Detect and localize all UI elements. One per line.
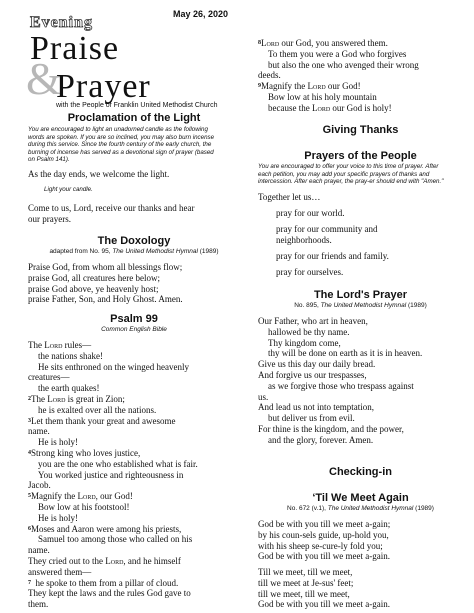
hymn-line: Till we meet, till we meet,	[258, 567, 353, 577]
prayer-line: Give us this day our daily bread.	[258, 359, 376, 370]
psalm-line: To them you were a God who forgives	[268, 48, 407, 59]
psalm-line: he is exalted over all the nations.	[38, 404, 157, 415]
psalm-continued	[258, 38, 463, 114]
psalm-heading: Psalm 99	[110, 313, 158, 325]
prayer-line: And lead us not into temptation,	[258, 402, 374, 413]
hymn-line: till we meet at Je-sus' feet;	[258, 577, 354, 588]
instruction-line: You are encouraged to light an unadorned candle as the following	[28, 126, 208, 133]
psalm-line: They cried out to the Lord, and he himself	[28, 555, 181, 566]
doxology-line: praise God above, ye heavenly host;	[28, 283, 159, 294]
prayer-line: us.	[258, 391, 269, 402]
petition-ourselves: pray for ourselves.	[276, 267, 344, 277]
source-suffix: (1989)	[197, 248, 219, 255]
psalm-line: deeds.	[258, 70, 281, 81]
service-date: May 26, 2020	[173, 9, 229, 19]
petition-community	[258, 224, 377, 246]
psalm-line: Bow low at his holy mountain	[268, 91, 377, 102]
verse-number: 6	[28, 525, 31, 532]
psalm-line: answered them—	[28, 566, 92, 577]
instruction-line: burning of incense has served as a devotional sign of prayer (based	[28, 148, 214, 156]
hymn-line: God be with you till we meet a-gain;	[258, 519, 391, 529]
instruction-line: words are spoken. If you are so inclined, you may also burn incense	[28, 133, 215, 141]
instruction-line: intercession. After each prayer, the pray-er should end with "Amen."	[258, 178, 444, 186]
come-to-us-text	[28, 203, 194, 225]
source-title: The United Methodist Hymnal	[112, 248, 198, 255]
psalm-line: He is holy!	[38, 512, 78, 523]
hymn-line: God be with you till we meet a-gain.	[258, 551, 390, 562]
psalm-line: them.	[28, 599, 49, 610]
psalm-line: creatures—	[28, 372, 70, 383]
giving-thanks-heading: Giving Thanks	[322, 124, 399, 136]
verse-number: 7	[28, 579, 31, 586]
psalm-line: Samuel too among those who called on his	[38, 534, 193, 545]
prayer-line: Thy kingdom come,	[268, 337, 341, 348]
text-line: Come to us, Lord, receive our thanks and hear	[28, 203, 195, 213]
psalm-line: name.	[28, 426, 50, 437]
checking-in-heading: Checking-in	[329, 466, 392, 478]
psalm-line: he spoke to them from a pillar of cloud.	[35, 577, 179, 588]
prayer-line: and the glory, forever. Amen.	[268, 434, 374, 445]
verse-number: 4	[28, 449, 31, 456]
psalm-line: He is holy!	[38, 437, 78, 448]
hymn-line: with his sheep se-cure-ly fold you;	[258, 540, 383, 551]
doxology-heading: The Doxology	[97, 235, 171, 247]
psalm-line: Magnify the Lord, our God!	[31, 491, 133, 502]
petition-line: neighborhoods.	[276, 234, 332, 245]
doxology-line: Praise God, from whom all blessings flow;	[28, 262, 183, 272]
verse-number: 9	[258, 83, 261, 90]
petition-world: pray for our world.	[276, 208, 345, 218]
psalm-line: Lord our God, you answered them.	[261, 38, 388, 48]
hymn-line: till we meet, till we meet,	[258, 588, 350, 599]
instruction-line: each petition, you may add your specific prayers of thanks and	[258, 170, 430, 178]
psalm-line: You worked justice and righteousness in	[38, 469, 184, 480]
prayer-line: And forgive us our trespasses,	[258, 369, 367, 380]
psalm-line: you are the one who established what is fair.	[38, 458, 198, 469]
psalm-line: name.	[28, 545, 50, 556]
prayer-line: Our Father, who art in heaven,	[258, 316, 368, 326]
source-prefix: adapted from No. 95,	[49, 248, 113, 255]
psalm-line: Let them thank your great and awesome	[31, 415, 176, 426]
psalm-line: the earth quakes!	[38, 383, 100, 394]
petition-line: pray for our community and	[276, 224, 378, 234]
psalm-line: Magnify the Lord our God!	[261, 81, 361, 92]
logo-ampersand: &	[26, 53, 62, 104]
proclamation-instructions	[28, 126, 240, 164]
psalm-line: because the Lord our God is holy!	[268, 102, 392, 113]
psalm-line: The Lord rules—	[28, 340, 92, 350]
lords-prayer-source	[258, 302, 463, 309]
psalm-line: Strong king who loves justice,	[31, 447, 141, 458]
prayer-line: as we forgive those who trespass against	[268, 380, 414, 391]
instruction-line: during this service. Since the fourth century of the early church, the	[28, 141, 212, 149]
psalm-line: but also the one who avenged their wrong	[268, 59, 419, 70]
prayer-line: but deliver us from evil.	[268, 413, 355, 424]
psalm-line: the nations shake!	[38, 350, 103, 361]
hymn-verse	[258, 519, 463, 562]
logo-evening: Evening	[30, 14, 94, 31]
doxology-line: praise Father, Son, and Holy Ghost. Amen.	[28, 294, 183, 305]
prayer-line: thy will be done on earth as it is in heaven.	[268, 348, 423, 359]
prayers-instructions	[258, 163, 463, 186]
logo-prayer: Prayer	[56, 68, 151, 105]
lords-prayer-text	[258, 316, 463, 446]
logo-praise: Praise	[30, 30, 120, 67]
text-line: our prayers.	[28, 213, 71, 224]
source-prefix: No. 672 (v.1),	[287, 505, 328, 512]
logo-tagline: with the People of Franklin United Methodist Church	[56, 102, 218, 109]
prayers-intro: Together let us…	[258, 192, 321, 202]
doxology-text	[28, 262, 183, 305]
instruction-line: You are encouraged to offer your voice to this time of prayer. After	[258, 163, 439, 170]
prayers-heading: Prayers of the People	[304, 150, 417, 162]
verse-number: 5	[28, 493, 31, 500]
source-title: The United Methodist Hymnal	[327, 505, 414, 512]
psalm-line: The Lord is great in Zion;	[31, 393, 125, 404]
prayer-line: hallowed be thy name.	[268, 326, 350, 337]
instruction-line: on Psalm 141).	[28, 156, 70, 164]
hymn-source	[258, 505, 463, 512]
lords-prayer-heading: The Lord's Prayer	[313, 289, 408, 301]
psalm-line: Jacob.	[28, 480, 51, 491]
psalm-source: Common English Bible	[101, 326, 167, 333]
source-prefix: No. 895,	[294, 302, 321, 309]
verse-number: 2	[28, 395, 31, 402]
hymn-refrain	[258, 567, 463, 610]
petition-friends: pray for our friends and family.	[276, 251, 389, 261]
source-title: The United Methodist Hymnal	[320, 302, 407, 309]
psalm-line: They kept the laws and the rules God gave to	[28, 588, 191, 599]
evening-praise-prayer-logo	[26, 14, 238, 109]
psalm-line: Moses and Aaron were among his priests,	[31, 523, 182, 534]
verse-number: 8	[258, 40, 261, 46]
psalm-text	[28, 340, 240, 610]
proclamation-heading: Proclamation of the Light	[67, 112, 201, 124]
verse-number: 3	[28, 417, 31, 424]
psalm-line: Bow low at his footstool!	[38, 501, 130, 512]
light-candle-rubric: Light your candle.	[44, 186, 93, 193]
doxology-source	[28, 248, 240, 255]
hymn-line: by his coun-sels guide, up-hold you,	[258, 529, 389, 540]
source-suffix: (1989)	[406, 302, 427, 309]
psalm-line: He sits enthroned on the winged heavenly	[38, 361, 189, 372]
hymn-heading: ‘Til We Meet Again	[312, 492, 409, 504]
prayer-line: For thine is the kingdom, and the power,	[258, 423, 404, 434]
source-suffix: (1989)	[413, 505, 434, 512]
doxology-line: praise God, all creatures here below;	[28, 272, 160, 283]
hymn-line: God be with you till we meet a-gain.	[258, 599, 390, 610]
welcome-light-text: As the day ends, we welcome the light.	[28, 169, 170, 179]
